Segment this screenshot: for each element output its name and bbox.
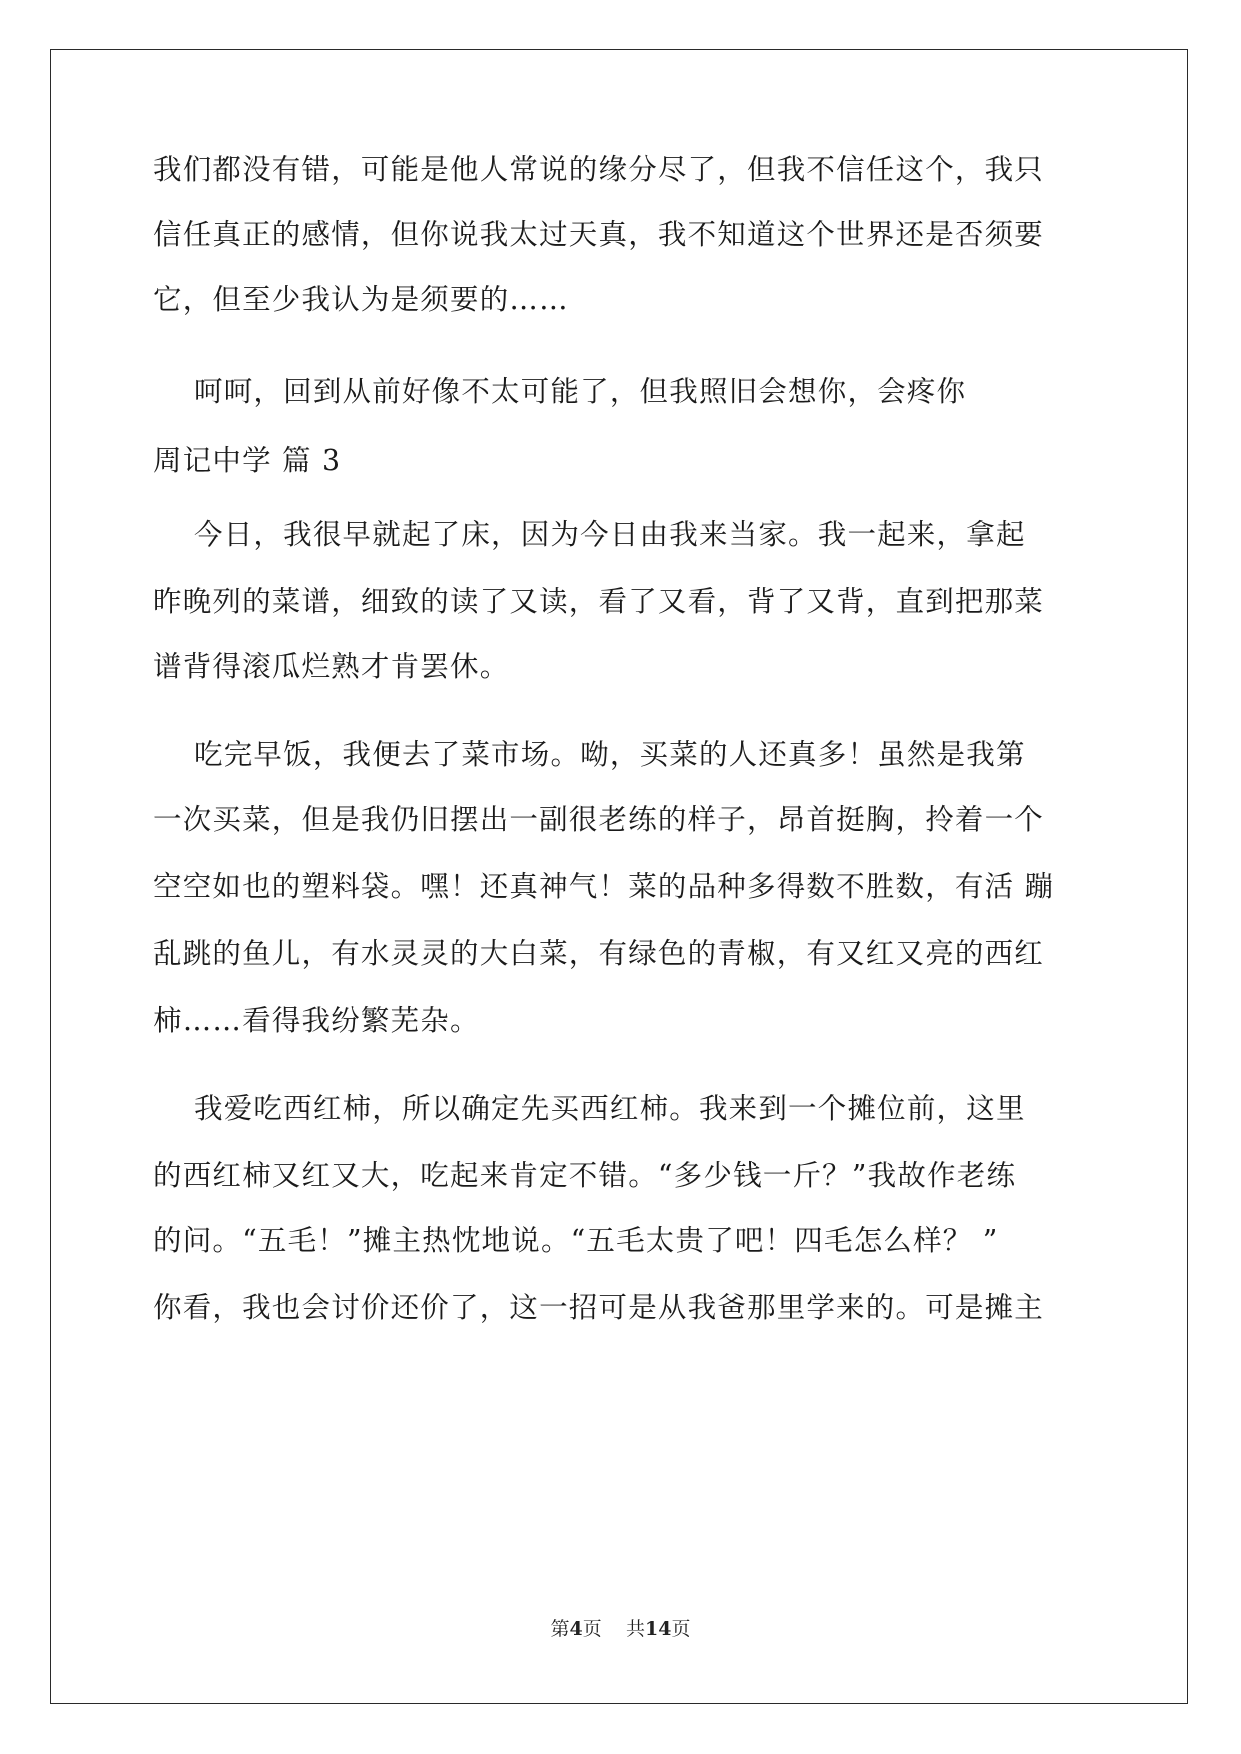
text-line: 谱背得滚瓜烂熟才肯罢休。 bbox=[153, 650, 510, 683]
text-line: 柿……看得我纷繁芜杂。 bbox=[153, 1004, 480, 1037]
page-footer bbox=[0, 1617, 1241, 1641]
section-heading: 周记中学 篇 3 bbox=[153, 444, 342, 477]
total-pages: 14 bbox=[644, 1618, 672, 1640]
text-line: 乱跳的鱼儿，有水灵灵的大白菜，有绿色的青椒，有又红又亮的西红 bbox=[153, 937, 1045, 970]
text-line: 呵呵，回到从前好像不太可能了，但我照旧会想你，会疼你 bbox=[153, 375, 967, 408]
text-line: 的西红柿又红又大，吃起来肯定不错。“多少钱一斤？”我故作老练 bbox=[153, 1159, 1017, 1192]
text-line: 的问。“五毛！”摊主热忱地说。“五毛太贵了吧！四毛怎么样？ ” bbox=[153, 1224, 999, 1257]
page-number: 4 bbox=[569, 1618, 583, 1640]
text-line: 你看，我也会讨价还价了，这一招可是从我爸那里学来的。可是摊主 bbox=[153, 1291, 1045, 1324]
text-line: 今日，我很早就起了床，因为今日由我来当家。我一起来，拿起 bbox=[153, 518, 1026, 551]
text-line: 我爱吃西红柿，所以确定先买西红柿。我来到一个摊位前，这里 bbox=[153, 1092, 1026, 1125]
page-suffix: 页 bbox=[582, 1618, 602, 1640]
total-prefix: 共 bbox=[625, 1618, 645, 1640]
total-suffix: 页 bbox=[671, 1618, 691, 1640]
text-line: 空空如也的塑料袋。嘿！还真神气！菜的品种多得数不胜数，有活 蹦 bbox=[153, 870, 1055, 903]
text-line: 昨晚列的菜谱，细致的读了又读，看了又看，背了又背，直到把那菜 bbox=[153, 585, 1045, 618]
text-line: 信任真正的感情，但你说我太过天真，我不知道这个世界还是否须要 bbox=[153, 218, 1045, 251]
text-line: 一次买菜，但是我仍旧摆出一副很老练的样子，昂首挺胸，拎着一个 bbox=[153, 803, 1045, 836]
text-line: 它，但至少我认为是须要的…… bbox=[153, 283, 569, 316]
text-line: 我们都没有错，可能是他人常说的缘分尽了，但我不信任这个，我只 bbox=[153, 153, 1045, 186]
text-line: 吃完早饭，我便去了菜市场。呦，买菜的人还真多！虽然是我第 bbox=[153, 738, 1026, 771]
page-prefix: 第 bbox=[550, 1618, 570, 1640]
